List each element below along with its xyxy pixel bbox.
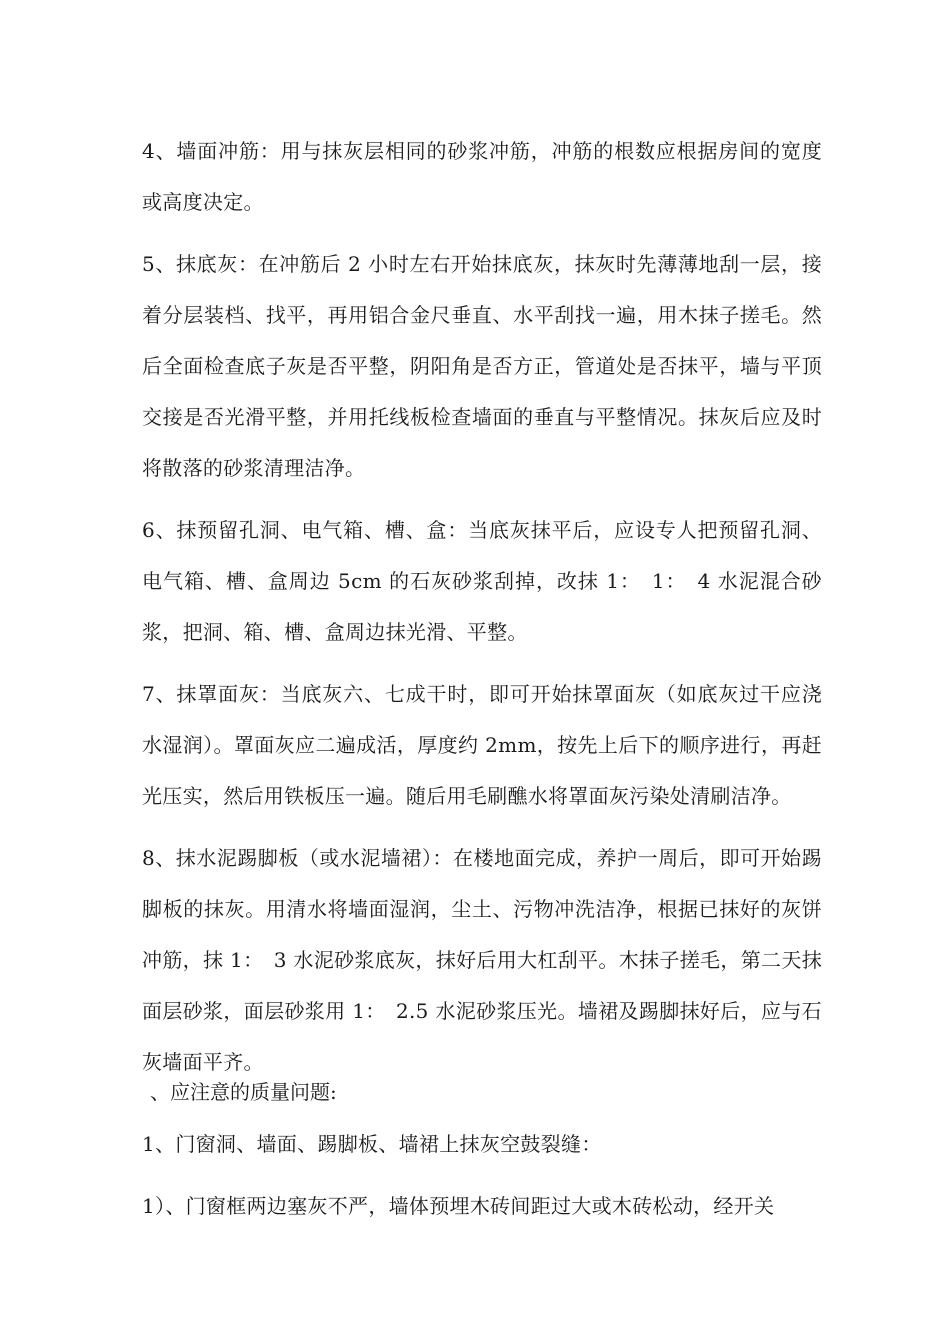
paragraph-finish-coat: 7、抹罩面灰：当底灰六、七成干时，即可开始抹罩面灰（如底灰过干应浇水湿润）。罩面灰应二遍成活，厚度约 2mm，按先上后下的顺序进行，再赶光压实，然后用铁板压一遍。随后用毛刷醮水将罩面灰污染处清刷洁净。 [142, 682, 822, 808]
paragraph-wall-screeding: 4、墙面冲筋：用与抹灰层相同的砂浆冲筋，冲筋的根数应根据房间的宽度或高度决定。 [142, 139, 822, 214]
paragraph-hollowing-cracks: 1、门窗洞、墙面、踢脚板、墙裙上抹灰空鼓裂缝： [142, 1132, 602, 1156]
paragraph-base-coat: 5、抹底灰：在冲筋后 2 小时左右开始抹底灰，抹灰时先薄薄地刮一层，接着分层装档、找平，再用铝合金尺垂直、水平刮找一遍，用木抹子搓毛。然后全面检查底子灰是否平整，阴阳角是否方正，管道处是否抹平，墙与平顶交接是否光滑平整，并用托线板检查墙面的垂直与平整情况。抹灰后应及时将散落的砂浆清理洁净。 [142, 252, 822, 480]
paragraph-openings: 6、抹预留孔洞、电气箱、槽、盒：当底灰抹平后，应设专人把预留孔洞、电气箱、槽、盒周边 5cm 的石灰砂浆刮掉，改抹 1： 1： 4 水泥混合砂浆，把洞、箱、槽、盒周边抹光滑、平整。 [142, 518, 822, 644]
section-heading-quality-issues: 、应注意的质量问题: [150, 1080, 337, 1104]
paragraph-frame-gaps: 1）、门窗框两边塞灰不严，墙体预埋木砖间距过大或木砖松动，经开关 [142, 1194, 775, 1218]
document-body [142, 126, 822, 1243]
paragraph-skirting: 8、抹水泥踢脚板（或水泥墙裙）：在楼地面完成，养护一周后，即可开始踢脚板的抹灰。用清水将墙面湿润，尘土、污物冲洗洁净，根据已抹好的灰饼冲筋，抹 1： 3 水泥砂浆底灰，抹好后用大杠刮平。木抹子搓毛，第二天抹面层砂浆，面层砂浆用 1： 2.5 水泥砂浆压光。墙裙及踢脚抹好后，应与石灰墙面平齐。 [142, 846, 822, 1074]
